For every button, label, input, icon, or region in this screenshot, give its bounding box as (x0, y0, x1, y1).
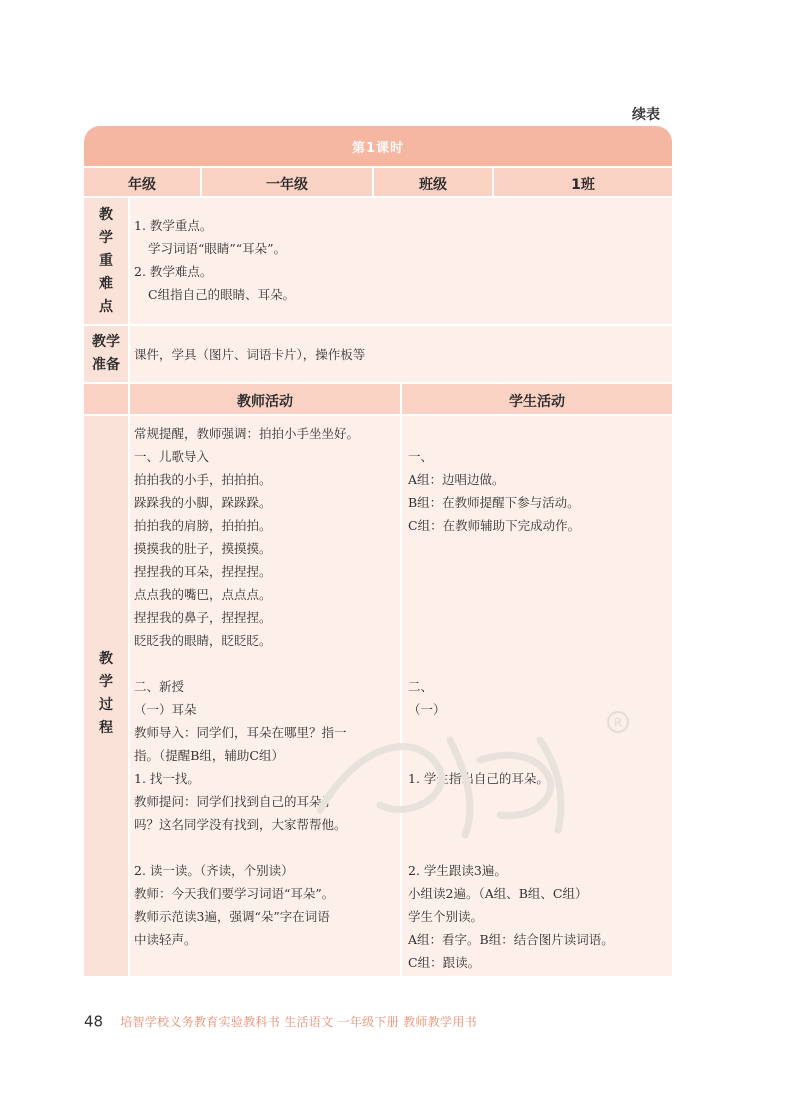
class-value-cell (494, 168, 672, 196)
student-activity-header-cell (402, 384, 672, 414)
student-activity-header: 学生活动 (509, 394, 565, 410)
text-line: 一、 (408, 449, 434, 464)
class-value: 1班 (571, 177, 595, 193)
class-label-cell (374, 168, 492, 196)
text-line: C组：在教师辅助下完成动作。 (408, 518, 581, 533)
text-line (408, 652, 614, 675)
text-line (134, 652, 359, 675)
text-line: 指。（提醒B组，辅助C组） (134, 748, 285, 763)
text-line: B组：在教师提醒下参与活动。 (408, 495, 580, 510)
text-line: 教师：今天我们要学习词语“耳朵”。 (134, 886, 335, 901)
lesson-title: 第1课时 (351, 141, 405, 156)
teacher-activity-header-cell (130, 384, 400, 414)
text-line: 1. 找一找。 (134, 771, 200, 786)
text-line: 教师提问：同学们找到自己的耳朵了 (134, 794, 335, 809)
text-line (408, 813, 614, 836)
text-line (134, 836, 359, 859)
text-line: 摸摸我的肚子，摸摸摸。 (134, 541, 272, 556)
grade-label-cell (84, 168, 200, 196)
process-label: 教 学 过 程 (99, 651, 113, 736)
text-line (408, 629, 614, 652)
text-line (408, 422, 614, 445)
text-line (408, 836, 614, 859)
text-line: C组：跟读。 (408, 955, 481, 970)
text-line: 2. 读一读。（齐读，个别读） (134, 863, 294, 878)
lesson-title-bar (84, 126, 672, 166)
text-line (408, 721, 614, 744)
text-line: 2. 学生跟读3遍。 (408, 863, 507, 878)
activities-header-blank (84, 384, 128, 414)
page-number: 48 (84, 1012, 104, 1031)
svg-text:R: R (613, 716, 623, 730)
text-line (408, 560, 614, 583)
page-footer (84, 1011, 477, 1031)
text-line: 教师导入：同学们，耳朵在哪里？指一 (134, 725, 347, 740)
text-line: 跺跺我的小脚，跺跺跺。 (134, 495, 272, 510)
prep-content-cell (130, 326, 672, 382)
student-activity-cell (402, 416, 672, 976)
text-line: A组：边唱边做。 (408, 472, 505, 487)
text-line: 拍拍我的小手，拍拍拍。 (134, 472, 272, 487)
text-line: 点点我的嘴巴，点点点。 (134, 587, 272, 602)
text-line: 二、新授 (134, 679, 185, 694)
text-line: A组：看字。B组：结合图片读词语。 (408, 932, 614, 947)
text-line (408, 790, 614, 813)
text-line (408, 606, 614, 629)
focus-content-cell (130, 198, 672, 324)
text-line (408, 583, 614, 606)
student-activity-content (408, 422, 614, 974)
focus-content: 1. 教学重点。 学习词语“眼睛”“耳朵”。 2. 教学难点。 C组指自己的眼睛、耳朵。 (134, 218, 296, 302)
continued-label: 续表 (632, 107, 660, 123)
text-line: 学生个别读。 (408, 909, 484, 924)
teacher-activity-content (134, 422, 359, 951)
focus-label: 教 学 重 难 点 (99, 207, 113, 315)
text-line (408, 744, 614, 767)
grade-label: 年级 (128, 177, 156, 193)
text-line (408, 537, 614, 560)
text-line: 捏捏我的鼻子，捏捏捏。 (134, 610, 272, 625)
text-line: 常规提醒，教师强调：拍拍小手坐坐好。 (134, 426, 360, 441)
text-line: 教师示范读3遍，强调“朵”字在词语 (134, 909, 330, 924)
text-line: 一、儿歌导入 (134, 449, 210, 464)
text-line: 吗？这名同学没有找到，大家帮帮他。 (134, 817, 347, 832)
text-line: 拍拍我的肩膀，拍拍拍。 (134, 518, 272, 533)
text-line: 眨眨我的眼睛，眨眨眨。 (134, 633, 272, 648)
text-line: 小组读2遍。（A组、B组、C组） (408, 886, 588, 901)
teacher-activity-cell (130, 416, 400, 976)
text-line: （一）耳朵 (134, 702, 197, 717)
series-title: 培智学校义务教育实验教科书 生活语文 一年级下册 教师教学用书 (120, 1015, 477, 1029)
process-label-cell (84, 416, 128, 976)
prep-label: 教学 准备 (92, 334, 120, 373)
text-line: （一） (408, 702, 446, 717)
grade-value: 一年级 (266, 177, 308, 193)
text-line: 二、 (408, 679, 434, 694)
class-label: 班级 (419, 177, 447, 193)
text-line: 1. 学生指出自己的耳朵。 (408, 771, 549, 786)
lesson-plan-table (84, 126, 672, 976)
text-line: 中读轻声。 (134, 932, 197, 947)
teacher-activity-header: 教师活动 (237, 394, 293, 410)
prep-content: 课件，学具（图片、词语卡片），操作板等 (134, 347, 366, 362)
prep-label-cell (84, 326, 128, 382)
text-line: 捏捏我的耳朵，捏捏捏。 (134, 564, 272, 579)
focus-label-cell (84, 198, 128, 324)
grade-value-cell (202, 168, 372, 196)
